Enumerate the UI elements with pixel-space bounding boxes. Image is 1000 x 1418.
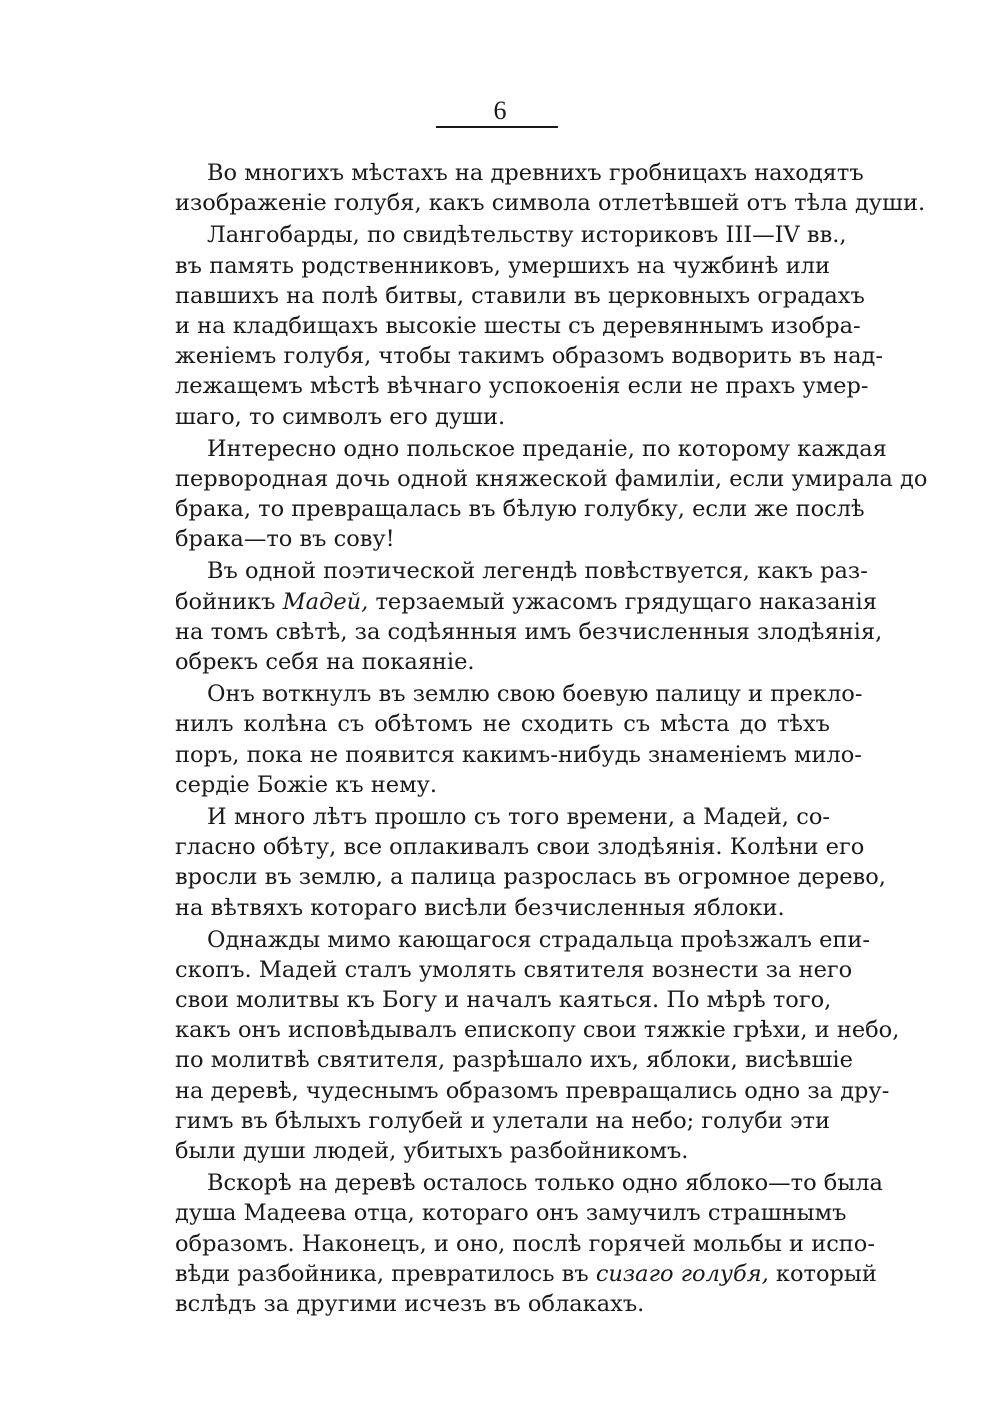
paragraph <box>175 434 928 555</box>
text-line: женіемъ голубя, чтобы такимъ образомъ водворить въ над- <box>175 343 883 370</box>
text-line: вросли въ землю, а палица разрослась въ огромное дерево, <box>175 864 886 891</box>
text-line: обрекъ себя на покаяніе. <box>175 649 475 675</box>
text-line: гимъ въ бѣлыхъ голубей и улетали на небо; голуби эти <box>175 1107 830 1134</box>
text-line: брака, то превращалась въ бѣлую голубку, если же послѣ <box>175 496 865 523</box>
text-line: первородная дочь одной княжеской фамиліи, если умирала до <box>175 465 928 492</box>
text-line: по молитвѣ святителя, разрѣшало ихъ, яблоки, висѣвшіе <box>175 1047 853 1074</box>
text-line: образомъ. Наконецъ, и оно, послѣ горячей мольбы и испо- <box>175 1230 875 1257</box>
text-line: вслѣдъ за другими исчезъ въ облакахъ. <box>175 1290 645 1317</box>
paragraph <box>175 679 863 800</box>
text-line: павшихъ на полѣ битвы, ставили въ церковныхъ оградахъ <box>175 282 865 309</box>
text-line: и на кладбищахъ высокіе шесты съ деревяннымъ изобра- <box>175 312 861 339</box>
text-line: изображеніе голубя, какъ символа отлетѣвшей отъ тѣла души. <box>175 190 926 217</box>
text-line: сердіе Божіе къ нему. <box>175 771 438 798</box>
text-line: Лангобарды, по свидѣтельству историковъ III—IV вв., <box>207 222 847 249</box>
text-line: шаго, то символъ его души. <box>175 403 506 430</box>
text-line: Однажды мимо кающагося страдальца проѣзжалъ епи- <box>207 926 870 953</box>
text-line: были души людей, убитыхъ разбойникомъ. <box>175 1138 689 1164</box>
text-line: скопъ. Мадей сталъ умолять святителя вознести за него <box>175 956 853 983</box>
body-text <box>175 158 928 1319</box>
text-line: душа Мадеева отца, котораго онъ замучилъ страшнымъ <box>175 1200 847 1227</box>
text-line: свои молитвы къ Богу и началъ каяться. По мѣрѣ того, <box>175 987 832 1014</box>
page-number: 6 <box>493 96 507 125</box>
paragraph <box>175 802 886 923</box>
text-segment: вѣди разбойника, превратилось въ <box>175 1260 596 1287</box>
text-line: брака—то въ сову! <box>175 526 395 553</box>
text-line <box>175 1259 877 1289</box>
paragraph <box>175 158 926 218</box>
text-line: какъ онъ исповѣдывалъ епископу свои тяжкіе грѣхи, и небо, <box>175 1017 900 1044</box>
text-segment: который <box>768 1260 877 1287</box>
text-line: на деревѣ, чудеснымъ образомъ превращались одно за дру- <box>175 1077 890 1104</box>
text-line: Во многихъ мѣстахъ на древнихъ гробницахъ находятъ <box>207 160 864 186</box>
text-segment: бойникъ <box>175 588 283 615</box>
italic-name: Мадей, <box>282 588 369 615</box>
paragraph <box>175 220 883 431</box>
text-line: на вѣтвяхъ котораго висѣли безчисленныя яблоки. <box>175 894 785 921</box>
header-rule <box>436 126 558 128</box>
text-line: гласно обѣту, все оплакивалъ свои злодѣянія. Колѣни его <box>175 834 865 861</box>
text-line: лежащемъ мѣстѣ вѣчнаго успокоенія если не прахъ умер- <box>175 373 869 400</box>
text-line: нилъ колѣна съ обѣтомъ не сходить съ мѣста до тѣхъ <box>175 711 830 738</box>
text-line: на томъ свѣтѣ, за содѣянныя имъ безчисленныя злодѣянія, <box>175 618 883 645</box>
text-segment: терзаемый ужасомъ грядущаго наказанія <box>368 588 877 615</box>
paragraph <box>175 925 900 1167</box>
text-line: И много лѣтъ прошло съ того времени, а Мадей, со- <box>207 803 830 830</box>
text-line: поръ, пока не появится какимъ-нибудь знаменіемъ мило- <box>175 741 862 768</box>
text-line: Въ одной поэтической легендѣ повѣствуется, какъ раз- <box>207 558 868 585</box>
italic-name: сизаго голубя, <box>595 1260 769 1287</box>
text-line: Онъ воткнулъ въ землю свою боевую палицу и прекло- <box>207 681 863 708</box>
text-line: Интересно одно польское преданіе, по которому каждая <box>207 435 887 462</box>
paragraph <box>175 1168 883 1319</box>
text-line: въ память родственниковъ, умершихъ на чужбинѣ или <box>175 252 830 279</box>
paragraph <box>175 556 883 677</box>
text-line <box>175 587 877 617</box>
text-line: Вскорѣ на деревѣ осталось только одно яблоко—то была <box>207 1170 883 1197</box>
